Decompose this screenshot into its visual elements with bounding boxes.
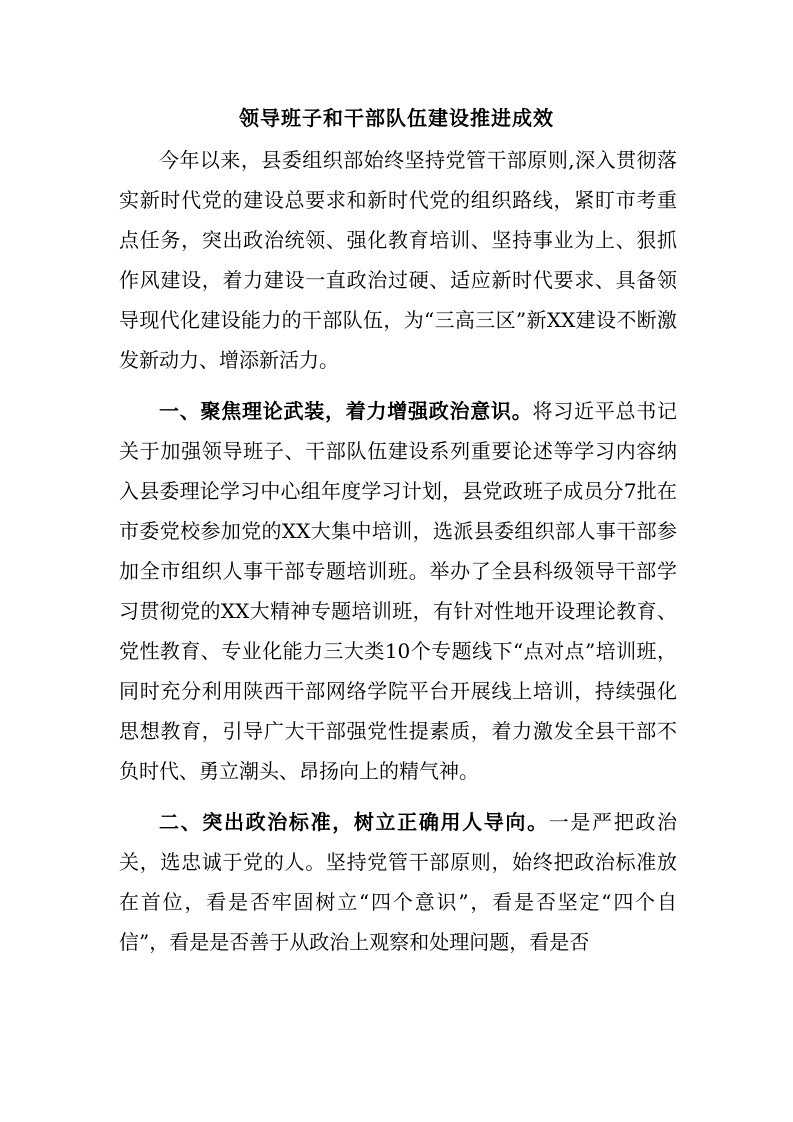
paragraph-text: 今年以来，县委组织部始终坚持党管干部原则,深入贯彻落实新时代党的建设总要求和新时代党的组织路线，紧盯市考重点任务，突出政治统领、强化教育培训、坚持事业为上、狠抓作风建设，着力建设一直政治过硬、适应新时代要求、具备领导现代化建设能力的干部队伍，为“三高三区”新XX建设不断激发新动力、增添新活力。 [119, 148, 677, 372]
document-body [119, 140, 677, 962]
paragraph-text: 将习近平总书记关于加强领导班子、干部队伍建设系列重要论述等学习内容纳入县委理论学习中心组年度学习计划，县党政班子成员分7批在市委党校参加党的XX大集中培训，选派县委组织部人事干部参加全市组织人事干部专题培训班。举办了全县科级领导干部学习贯彻党的XX大精神专题培训班，有针对性地开设理论教育、党性教育、专业化能力三大类10个专题线下“点对点”培训班，同时充分利用陕西干部网络学院平台开展线上培训，持续强化思想教育，引导广大干部强党性提素质，着力激发全县干部不负时代、勇立潮头、昂扬向上的精气神。 [119, 399, 677, 783]
paragraph-section-1 [119, 391, 677, 791]
section-heading: 一、聚焦理论武装，着力增强政治意识。 [159, 399, 533, 423]
paragraph-intro [119, 140, 677, 380]
paragraph-text: 一是严把政治关，选忠诚于党的人。坚持党管干部原则，始终把政治标准放在首位，看是否牢固树立“四个意识”，看是否坚定“四个自信”，看是是否善于从政治上观察和处理问题，看是否 [119, 810, 678, 954]
document-title: 领导班子和干部队伍建设推进成效 [239, 106, 554, 130]
paragraph-section-2 [119, 802, 677, 962]
section-heading: 二、突出政治标准，树立正确用人导向。 [159, 810, 549, 834]
